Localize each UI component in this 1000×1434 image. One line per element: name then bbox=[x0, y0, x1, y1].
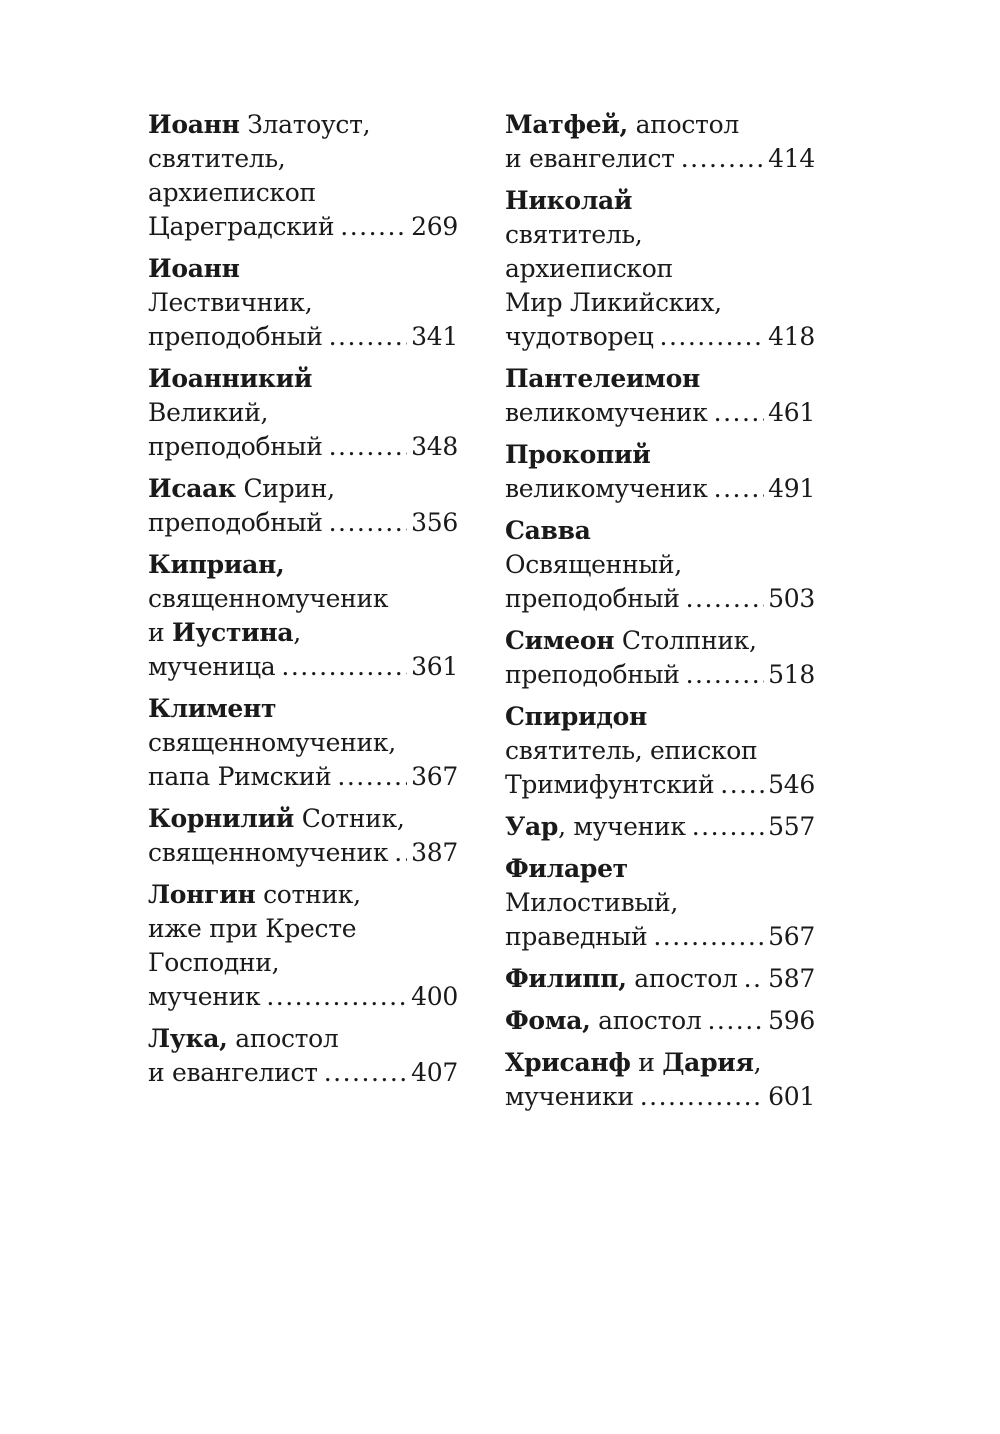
entry-text-part: апостол bbox=[227, 1024, 339, 1053]
entry-line-with-page bbox=[148, 980, 458, 1014]
entry-text-part: Освященный, bbox=[505, 550, 682, 579]
entry-line bbox=[505, 700, 815, 734]
page-number: 418 bbox=[768, 322, 815, 351]
entry-line bbox=[505, 286, 815, 320]
entry-text-part: папа Римский bbox=[148, 762, 332, 791]
saint-name: Савва bbox=[505, 516, 591, 545]
entry-text-part: великомученик bbox=[505, 474, 708, 503]
page-number: 587 bbox=[768, 964, 815, 993]
dot-leader bbox=[686, 582, 765, 616]
dot-leader bbox=[394, 836, 407, 870]
entry-text-part: апостол bbox=[627, 110, 739, 139]
index-entry bbox=[505, 438, 815, 506]
entry-line-with-page bbox=[505, 810, 815, 844]
saint-name: Филарет bbox=[505, 854, 628, 883]
saint-name: Хрисанф bbox=[505, 1048, 631, 1077]
entry-text-part: преподобный bbox=[505, 660, 680, 689]
entry-line-with-page bbox=[505, 768, 815, 802]
entry-line-with-page bbox=[505, 1080, 815, 1114]
saint-name: Дария bbox=[662, 1048, 754, 1077]
saint-name: Корнилий bbox=[148, 804, 295, 833]
index-column-left bbox=[148, 108, 458, 1098]
entry-text bbox=[148, 980, 260, 1014]
index-entry bbox=[505, 810, 815, 844]
index-entry bbox=[505, 184, 815, 354]
saint-name: Матфей, bbox=[505, 110, 628, 139]
index-entry bbox=[148, 252, 458, 354]
index-entry bbox=[505, 1046, 815, 1114]
entry-text-part: Тримифунтский bbox=[505, 770, 715, 799]
saint-name: Прокопий bbox=[505, 440, 651, 469]
entry-text bbox=[148, 430, 323, 464]
page-number: 518 bbox=[768, 660, 815, 689]
entry-text-part: Мир Ликийских, bbox=[505, 288, 722, 317]
page-number: 361 bbox=[411, 652, 458, 681]
entry-line-with-page bbox=[505, 472, 815, 506]
saint-name: Исаак bbox=[148, 474, 236, 503]
entry-text-part: и евангелист bbox=[148, 1058, 318, 1087]
dot-leader bbox=[714, 396, 765, 430]
entry-text-part: мученица bbox=[148, 652, 276, 681]
entry-line bbox=[505, 108, 815, 142]
entry-line bbox=[148, 362, 458, 396]
page-number: 387 bbox=[411, 838, 458, 867]
entry-line-with-page bbox=[505, 962, 815, 996]
entry-text-part: , мученик bbox=[558, 812, 686, 841]
entry-text-part: священномученик, bbox=[148, 728, 396, 757]
entry-text bbox=[148, 506, 323, 540]
saint-name: Иустина bbox=[172, 618, 294, 647]
saint-name: Пантелеимон bbox=[505, 364, 700, 393]
entry-line bbox=[148, 802, 458, 836]
entry-text bbox=[505, 1004, 701, 1038]
entry-text-part: святитель, bbox=[148, 144, 286, 173]
entry-line bbox=[505, 624, 815, 658]
index-entry bbox=[148, 802, 458, 870]
index-entry bbox=[505, 624, 815, 692]
entry-line bbox=[505, 548, 815, 582]
entry-line bbox=[148, 252, 458, 286]
entry-line bbox=[148, 582, 458, 616]
dot-leader bbox=[329, 430, 408, 464]
index-entry bbox=[148, 692, 458, 794]
index-entry bbox=[505, 1004, 815, 1038]
entry-text bbox=[505, 472, 708, 506]
entry-text bbox=[505, 920, 647, 954]
page-number: 546 bbox=[768, 770, 815, 799]
saint-name: Иоанникий bbox=[148, 364, 313, 393]
index-entry bbox=[505, 514, 815, 616]
saint-name: Климент bbox=[148, 694, 277, 723]
dot-leader bbox=[281, 650, 407, 684]
entry-line bbox=[148, 396, 458, 430]
entry-text-part: мученик bbox=[148, 982, 261, 1011]
entry-text-part: иже при Кресте bbox=[148, 914, 357, 943]
page-number: 596 bbox=[768, 1006, 815, 1035]
entry-text bbox=[148, 836, 388, 870]
entry-text-part: Великий, bbox=[148, 398, 269, 427]
entry-line bbox=[148, 946, 458, 980]
dot-leader bbox=[337, 760, 407, 794]
entry-line-with-page bbox=[505, 142, 815, 176]
index-entry bbox=[505, 362, 815, 430]
entry-text-part: и bbox=[148, 618, 173, 647]
dot-leader bbox=[707, 1004, 764, 1038]
entry-text-part: и bbox=[630, 1048, 663, 1077]
dot-leader bbox=[329, 506, 408, 540]
entry-text-part: сотник, bbox=[255, 880, 361, 909]
entry-text-part: Столпник, bbox=[614, 626, 757, 655]
dot-leader bbox=[686, 658, 765, 692]
entry-text-part: мученики bbox=[505, 1082, 634, 1111]
entry-text-part: , bbox=[293, 618, 301, 647]
page-number: 503 bbox=[768, 584, 815, 613]
entry-text-part: чудотворец bbox=[505, 322, 654, 351]
entry-text-part: Лествичник, bbox=[148, 288, 313, 317]
entry-text-part: архиепископ bbox=[505, 254, 673, 283]
saint-name: Иоанн bbox=[148, 254, 240, 283]
entry-text-part: преподобный bbox=[148, 508, 323, 537]
entry-line bbox=[148, 472, 458, 506]
entry-line bbox=[148, 726, 458, 760]
saint-name: Киприан, bbox=[148, 550, 285, 579]
entry-line bbox=[505, 1046, 815, 1080]
index-entry bbox=[505, 108, 815, 176]
entry-line bbox=[505, 886, 815, 920]
entry-line bbox=[148, 692, 458, 726]
entry-line bbox=[148, 912, 458, 946]
entry-text-part: Сотник, bbox=[294, 804, 405, 833]
entry-text bbox=[505, 142, 675, 176]
dot-leader bbox=[744, 962, 765, 996]
saint-name: Фома, bbox=[505, 1006, 591, 1035]
entry-text-part: архиепископ bbox=[148, 178, 316, 207]
page-number: 356 bbox=[411, 508, 458, 537]
entry-line bbox=[505, 438, 815, 472]
entry-text-part: апостол bbox=[626, 964, 738, 993]
page-number: 601 bbox=[768, 1082, 815, 1111]
entry-text bbox=[505, 1080, 634, 1114]
page-number: 414 bbox=[768, 144, 815, 173]
saint-name: Иоанн bbox=[148, 110, 240, 139]
entry-line-with-page bbox=[505, 920, 815, 954]
entry-line bbox=[148, 108, 458, 142]
entry-line bbox=[148, 1022, 458, 1056]
index-entry bbox=[148, 878, 458, 1014]
entry-text-part: Господни, bbox=[148, 948, 280, 977]
page-number: 557 bbox=[768, 812, 815, 841]
dot-leader bbox=[681, 142, 764, 176]
entry-text-part: священномученик bbox=[148, 584, 389, 613]
index-entry bbox=[505, 700, 815, 802]
saint-name: Спиридон bbox=[505, 702, 647, 731]
entry-line bbox=[148, 548, 458, 582]
entry-line-with-page bbox=[148, 1056, 458, 1090]
page-number: 367 bbox=[411, 762, 458, 791]
entry-text-part: преподобный bbox=[148, 432, 323, 461]
entry-text bbox=[505, 962, 738, 996]
page-number: 491 bbox=[768, 474, 815, 503]
dot-leader bbox=[340, 210, 407, 244]
entry-line bbox=[505, 852, 815, 886]
entry-text bbox=[505, 582, 680, 616]
entry-text-part: священномученик bbox=[148, 838, 389, 867]
entry-line-with-page bbox=[148, 210, 458, 244]
entry-line bbox=[505, 218, 815, 252]
entry-text bbox=[505, 810, 686, 844]
dot-leader bbox=[640, 1080, 764, 1114]
entry-line-with-page bbox=[505, 658, 815, 692]
saint-name: Филипп, bbox=[505, 964, 627, 993]
page-number: 400 bbox=[411, 982, 458, 1011]
entry-text-part: Златоуст, bbox=[239, 110, 371, 139]
page-number: 269 bbox=[411, 212, 458, 241]
page-number: 348 bbox=[411, 432, 458, 461]
entry-text-part: Сирин, bbox=[235, 474, 335, 503]
page-number: 407 bbox=[411, 1058, 458, 1087]
saint-name: Лонгин bbox=[148, 880, 256, 909]
entry-line bbox=[505, 252, 815, 286]
entry-text bbox=[148, 760, 331, 794]
dot-leader bbox=[266, 980, 407, 1014]
page-number: 341 bbox=[411, 322, 458, 351]
entry-text-part: преподобный bbox=[148, 322, 323, 351]
page-number: 567 bbox=[768, 922, 815, 951]
saint-name: Уар bbox=[505, 812, 559, 841]
dot-leader bbox=[329, 320, 408, 354]
dot-leader bbox=[653, 920, 764, 954]
entry-line-with-page bbox=[505, 396, 815, 430]
entry-text bbox=[505, 768, 714, 802]
saint-name: Николай bbox=[505, 186, 633, 215]
entry-line bbox=[148, 878, 458, 912]
entry-line-with-page bbox=[148, 650, 458, 684]
index-entry bbox=[148, 1022, 458, 1090]
dot-leader bbox=[660, 320, 765, 354]
entry-text-part: Цареградский bbox=[148, 212, 335, 241]
entry-text-part: апостол bbox=[590, 1006, 702, 1035]
entry-text bbox=[505, 396, 708, 430]
entry-text bbox=[148, 210, 334, 244]
entry-line-with-page bbox=[148, 760, 458, 794]
entry-line bbox=[148, 616, 458, 650]
entry-line bbox=[148, 176, 458, 210]
entry-text bbox=[505, 320, 654, 354]
page-number: 461 bbox=[768, 398, 815, 427]
index-entry bbox=[148, 472, 458, 540]
entry-line-with-page bbox=[148, 506, 458, 540]
entry-text bbox=[148, 650, 275, 684]
entry-text-part: , bbox=[753, 1048, 762, 1077]
entry-text-part: Милостивый, bbox=[505, 888, 678, 917]
entry-line-with-page bbox=[505, 1004, 815, 1038]
entry-line-with-page bbox=[148, 430, 458, 464]
entry-text-part: и евангелист bbox=[505, 144, 675, 173]
entry-line-with-page bbox=[505, 320, 815, 354]
entry-text-part: великомученик bbox=[505, 398, 708, 427]
index-entry bbox=[505, 962, 815, 996]
entry-line bbox=[148, 286, 458, 320]
index-entry bbox=[148, 108, 458, 244]
index-entry bbox=[505, 852, 815, 954]
entry-text-part: святитель, bbox=[505, 220, 643, 249]
entry-line bbox=[505, 514, 815, 548]
index-column-right bbox=[505, 108, 815, 1122]
entry-text bbox=[148, 1056, 318, 1090]
saint-name: Лука, bbox=[148, 1024, 228, 1053]
entry-line bbox=[148, 142, 458, 176]
entry-line bbox=[505, 362, 815, 396]
dot-leader bbox=[714, 472, 765, 506]
saint-name: Симеон bbox=[505, 626, 615, 655]
entry-text-part: праведный bbox=[505, 922, 648, 951]
dot-leader bbox=[692, 810, 764, 844]
entry-line bbox=[505, 734, 815, 768]
dot-leader bbox=[720, 768, 764, 802]
entry-text bbox=[505, 658, 680, 692]
entry-line-with-page bbox=[148, 320, 458, 354]
entry-line-with-page bbox=[148, 836, 458, 870]
index-entry bbox=[148, 362, 458, 464]
dot-leader bbox=[324, 1056, 407, 1090]
entry-text bbox=[148, 320, 323, 354]
entry-text-part: преподобный bbox=[505, 584, 680, 613]
entry-text-part: святитель, епископ bbox=[505, 736, 758, 765]
entry-line bbox=[505, 184, 815, 218]
entry-line-with-page bbox=[505, 582, 815, 616]
index-entry bbox=[148, 548, 458, 684]
